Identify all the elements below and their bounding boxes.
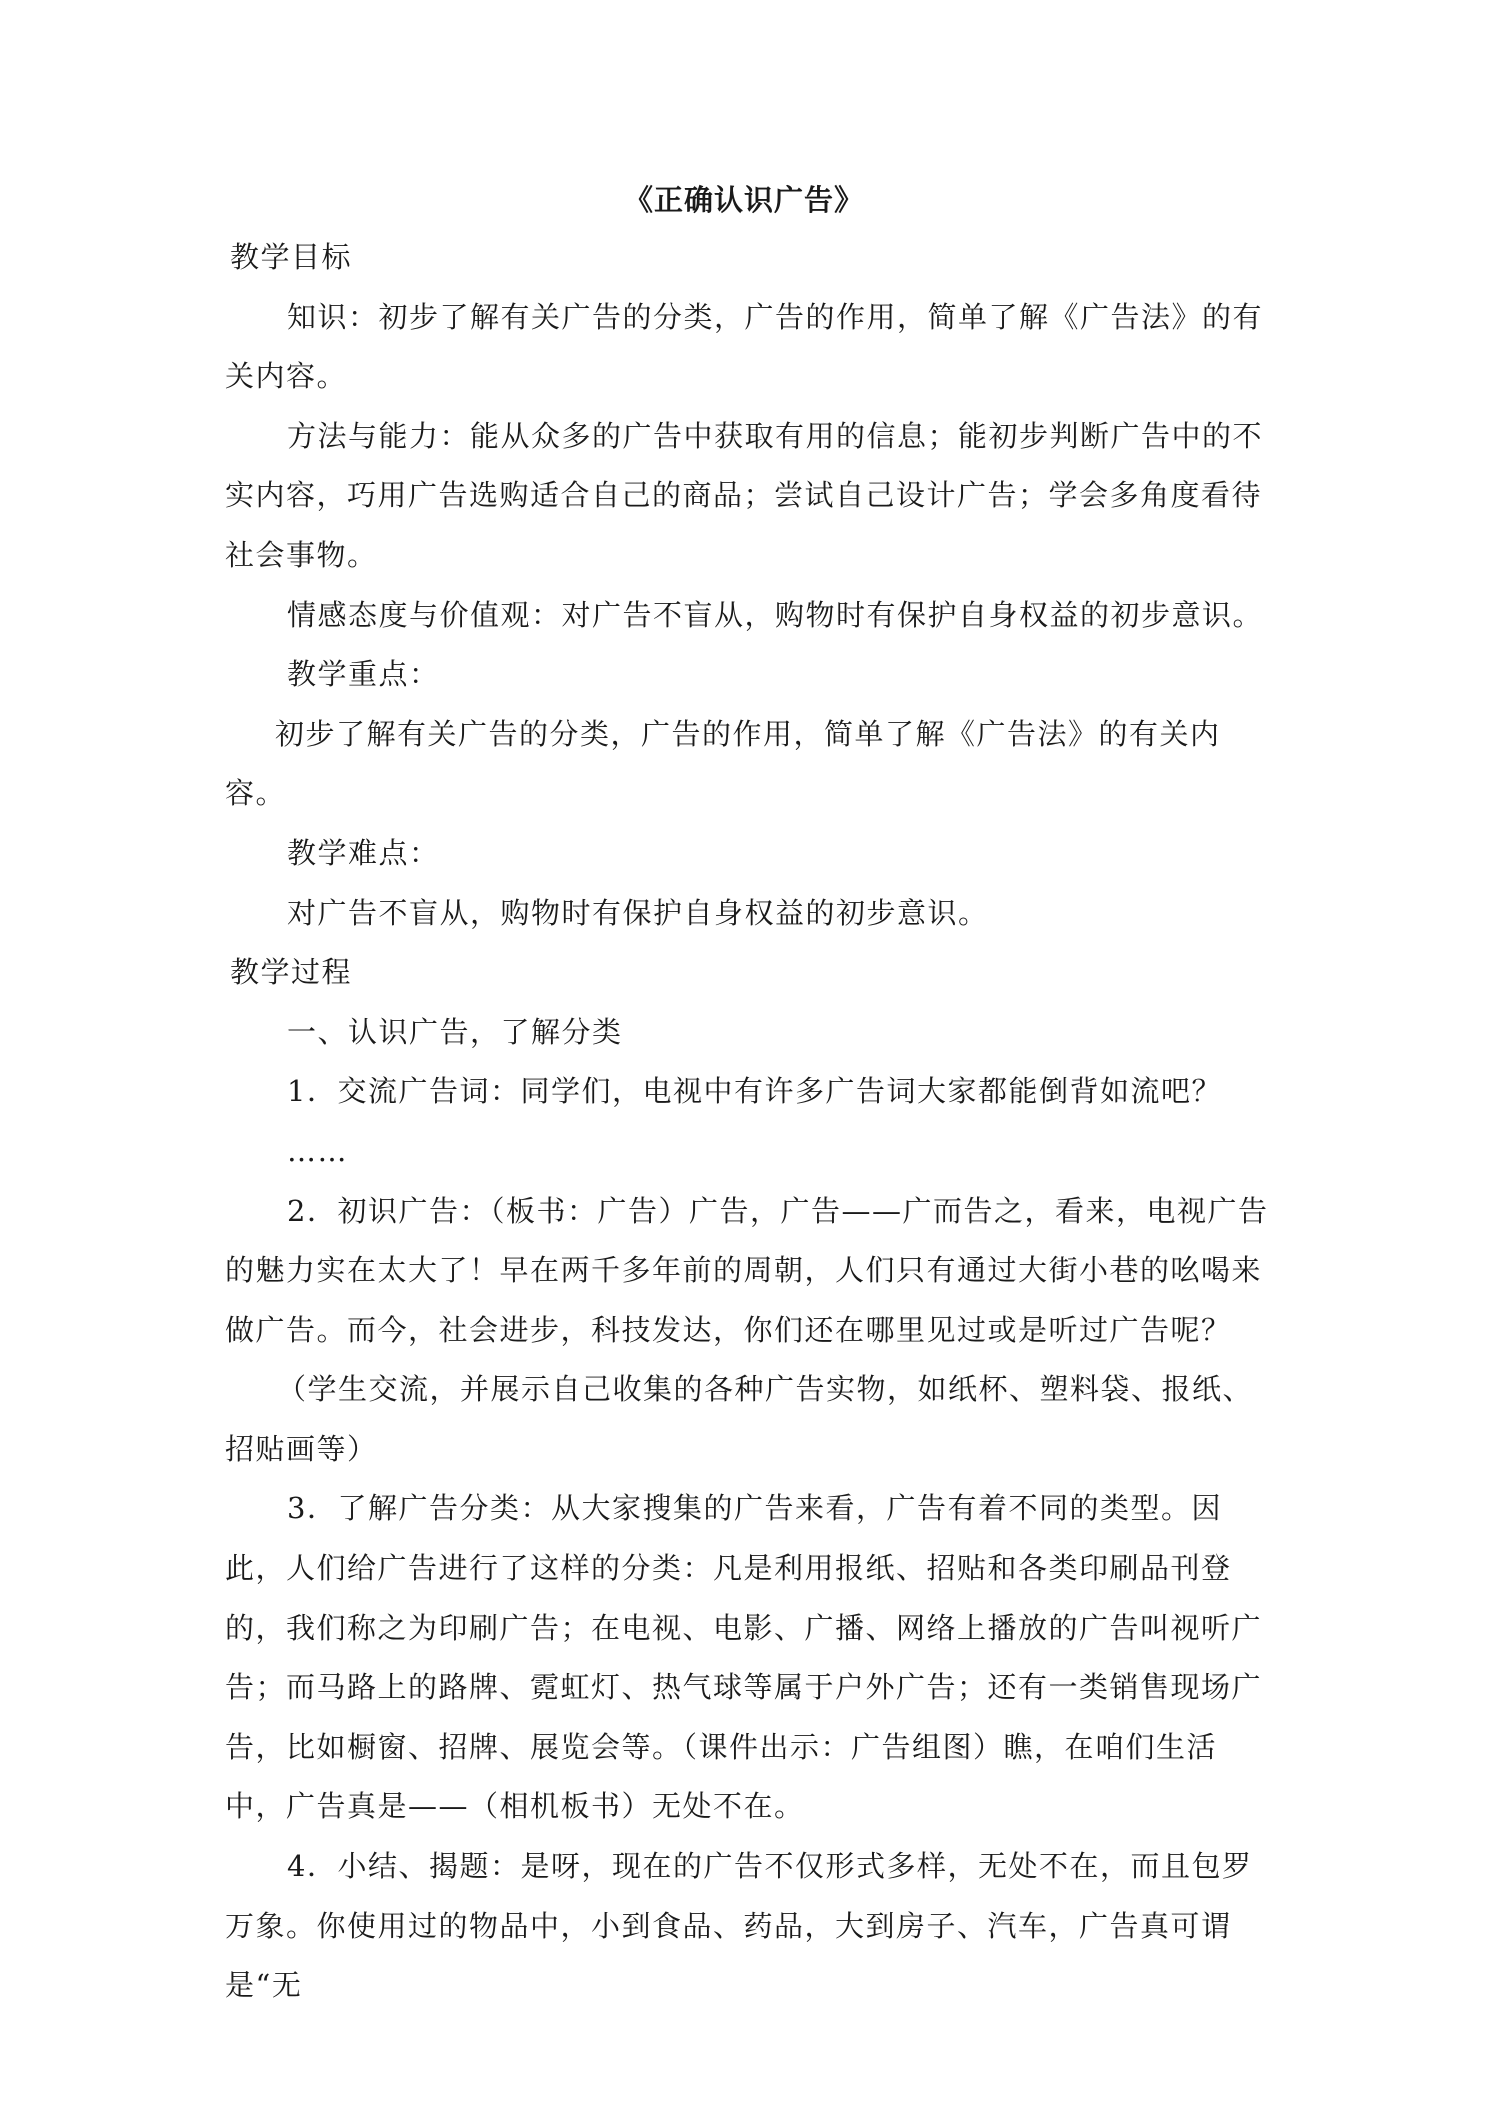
paragraph-step-4: 4．小结、揭题：是呀，现在的广告不仅形式多样，无处不在，而且包罗万象。你使用过的物品中，小到食品、药品，大到房子、汽车，广告真可谓是“无 [225, 1849, 1253, 2003]
paragraph-ellipsis: …… [287, 1133, 348, 1168]
paragraph-step-2: 2．初识广告：（板书：广告）广告，广告——广而告之，看来，电视广告的魅力实在太大了！早在两千多年前的周朝，人们只有通过大街小巷的吆喝来做广告。而今，社会进步，科技发达，你们还在哪里见过或是听过广告呢？ [225, 1193, 1269, 1347]
paragraph-student-exchange: （学生交流，并展示自己收集的各种广告实物，如纸杯、塑料袋、报纸、招贴画等） [225, 1372, 1254, 1466]
paragraph-step-3: 3．了解广告分类：从大家搜集的广告来看，广告有着不同的类型。因此，人们给广告进行了这样的分类：凡是利用报纸、招贴和各类印刷品刊登的，我们称之为印刷广告；在电视、电影、广播、网络上播放的广告叫视听广告；而马路上的路牌、霓虹灯、热气球等属于户外广告；还有一类销售现场广告，比如橱窗、招牌、展览会等。（课件出示：广告组图）瞧，在咱们生活中，广告真是——（相机板书）无处不在。 [225, 1491, 1263, 1824]
paragraph-knowledge: 知识：初步了解有关广告的分类，广告的作用，简单了解《广告法》的有关内容。 [225, 299, 1264, 394]
document-title: 《正确认识广告》 [623, 183, 864, 217]
section-heading-objectives: 教学目标 [230, 240, 353, 274]
document-body [225, 228, 1275, 2016]
paragraph-difficulties: 对广告不盲从，购物时有保护自身权益的初步意识。 [287, 895, 989, 930]
section-heading-process: 教学过程 [230, 955, 353, 990]
paragraph-attitude: 情感态度与价值观：对广告不盲从，购物时有保护自身权益的初步意识。 [287, 597, 1264, 632]
paragraph-step-1: 1．交流广告词：同学们，电视中有许多广告词大家都能倒背如流吧？ [287, 1074, 1222, 1109]
subheading-key-points: 教学重点： [287, 657, 440, 692]
paragraph-methods: 方法与能力：能从众多的广告中获取有用的信息；能初步判断广告中的不实内容，巧用广告选购适合自己的商品；尝试自己设计广告；学会多角度看待社会事物。 [225, 418, 1264, 572]
paragraph-key-points: 初步了解有关广告的分类，广告的作用，简单了解《广告法》的有关内容。 [225, 716, 1221, 811]
subheading-difficulties: 教学难点： [287, 835, 440, 870]
subheading-part-one: 一、认识广告，了解分类 [287, 1014, 623, 1049]
